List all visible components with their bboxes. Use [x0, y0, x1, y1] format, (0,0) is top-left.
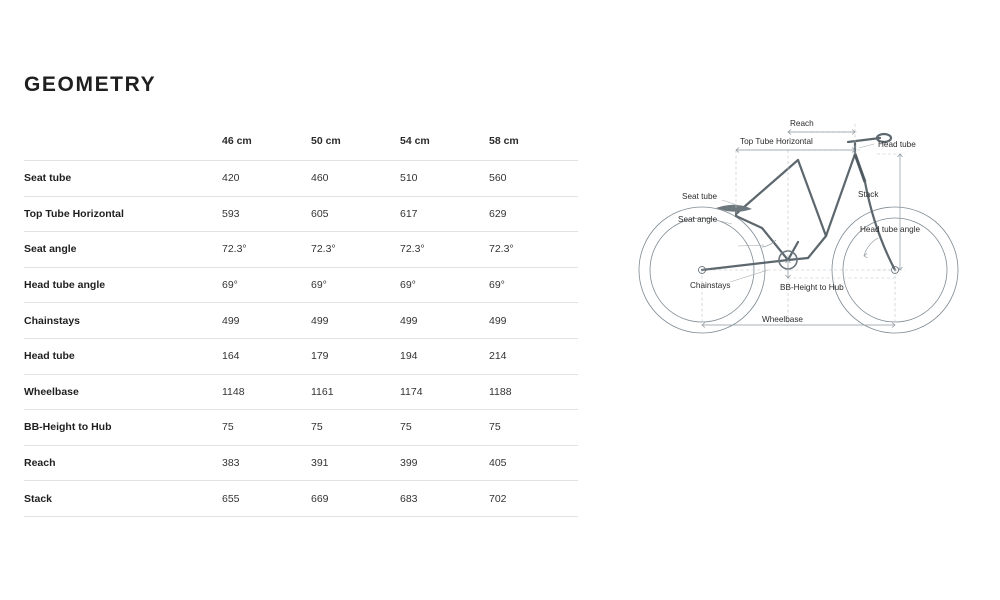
- cell-value: 69°: [489, 279, 505, 292]
- cell-value: 72.3°: [489, 243, 514, 256]
- row-label: Chainstays: [24, 314, 81, 327]
- table-header-row: [24, 128, 578, 161]
- cell-value: 75: [222, 421, 234, 434]
- cell-value: 194: [400, 350, 418, 363]
- row-label: Top Tube Horizontal: [24, 207, 124, 220]
- diagram-label-stack: Stack: [858, 190, 879, 199]
- diagram-label-head-tube-angle: Head tube angle: [860, 225, 921, 234]
- cell-value: 499: [311, 314, 329, 327]
- table-row: [24, 374, 578, 410]
- cell-value: 420: [222, 172, 240, 185]
- row-label: Head tube: [24, 350, 75, 363]
- cell-value: 75: [311, 421, 323, 434]
- table-row: [24, 196, 578, 232]
- column-header-size-46: 46 cm: [222, 135, 252, 147]
- cell-value: 683: [400, 492, 418, 505]
- cell-value: 72.3°: [400, 243, 425, 256]
- table-row: [24, 445, 578, 481]
- cell-value: 460: [311, 172, 329, 185]
- row-label: BB-Height to Hub: [24, 421, 112, 434]
- cell-value: 499: [489, 314, 507, 327]
- row-label: Head tube angle: [24, 279, 106, 292]
- table-row: [24, 267, 578, 303]
- table-row: [24, 303, 578, 339]
- table-body: [24, 161, 578, 517]
- cell-value: 629: [489, 207, 507, 220]
- cell-value: 214: [489, 350, 507, 363]
- diagram-label-wheelbase: Wheelbase: [762, 315, 803, 324]
- cell-value: 72.3°: [311, 243, 336, 256]
- cell-value: 179: [311, 350, 329, 363]
- cell-value: 69°: [400, 279, 416, 292]
- cell-value: 1148: [222, 385, 245, 398]
- table-row: [24, 481, 578, 517]
- cell-value: 1188: [489, 385, 512, 398]
- row-label: Seat angle: [24, 243, 77, 256]
- cell-value: 1174: [400, 385, 423, 398]
- page-title: GEOMETRY: [24, 73, 157, 96]
- table-row: [24, 338, 578, 374]
- diagram-label-seat-tube: Seat tube: [682, 192, 718, 201]
- table-row: [24, 410, 578, 446]
- geometry-table: [24, 128, 578, 517]
- cell-value: 69°: [222, 279, 238, 292]
- diagram-label-bb-height-to-hub: BB-Height to Hub: [780, 283, 844, 292]
- diagram-label-head-tube: Head tube: [878, 140, 916, 149]
- cell-value: 383: [222, 457, 240, 470]
- cell-value: 405: [489, 457, 507, 470]
- column-header-size-54: 54 cm: [400, 135, 430, 147]
- diagram-label-top-tube-horizontal: Top Tube Horizontal: [740, 137, 813, 146]
- cell-value: 75: [489, 421, 501, 434]
- cell-value: 560: [489, 172, 507, 185]
- bicycle-geometry-diagram: [612, 110, 984, 360]
- cell-value: 702: [489, 492, 507, 505]
- column-header-size-58: 58 cm: [489, 135, 519, 147]
- table-header: [24, 128, 578, 161]
- cell-value: 1161: [311, 385, 334, 398]
- cell-value: 75: [400, 421, 412, 434]
- cell-value: 399: [400, 457, 418, 470]
- cell-value: 499: [400, 314, 418, 327]
- column-header-measure: [24, 128, 222, 161]
- cell-value: 669: [311, 492, 329, 505]
- cell-value: 391: [311, 457, 329, 470]
- row-label: Stack: [24, 492, 53, 505]
- table-row: [24, 161, 578, 197]
- table-row: [24, 232, 578, 268]
- diagram-label-reach: Reach: [790, 119, 814, 128]
- cell-value: 164: [222, 350, 240, 363]
- row-label: Seat tube: [24, 172, 72, 185]
- row-label: Reach: [24, 457, 56, 470]
- cell-value: 499: [222, 314, 240, 327]
- cell-value: 605: [311, 207, 329, 220]
- diagram-label-chainstays: Chainstays: [690, 281, 731, 290]
- diagram-label-seat-angle: Seat angle: [678, 215, 718, 224]
- cell-value: 69°: [311, 279, 327, 292]
- cell-value: 510: [400, 172, 418, 185]
- cell-value: 593: [222, 207, 240, 220]
- column-header-size-50: 50 cm: [311, 135, 341, 147]
- cell-value: 655: [222, 492, 240, 505]
- row-label: Wheelbase: [24, 385, 79, 398]
- cell-value: 617: [400, 207, 418, 220]
- cell-value: 72.3°: [222, 243, 247, 256]
